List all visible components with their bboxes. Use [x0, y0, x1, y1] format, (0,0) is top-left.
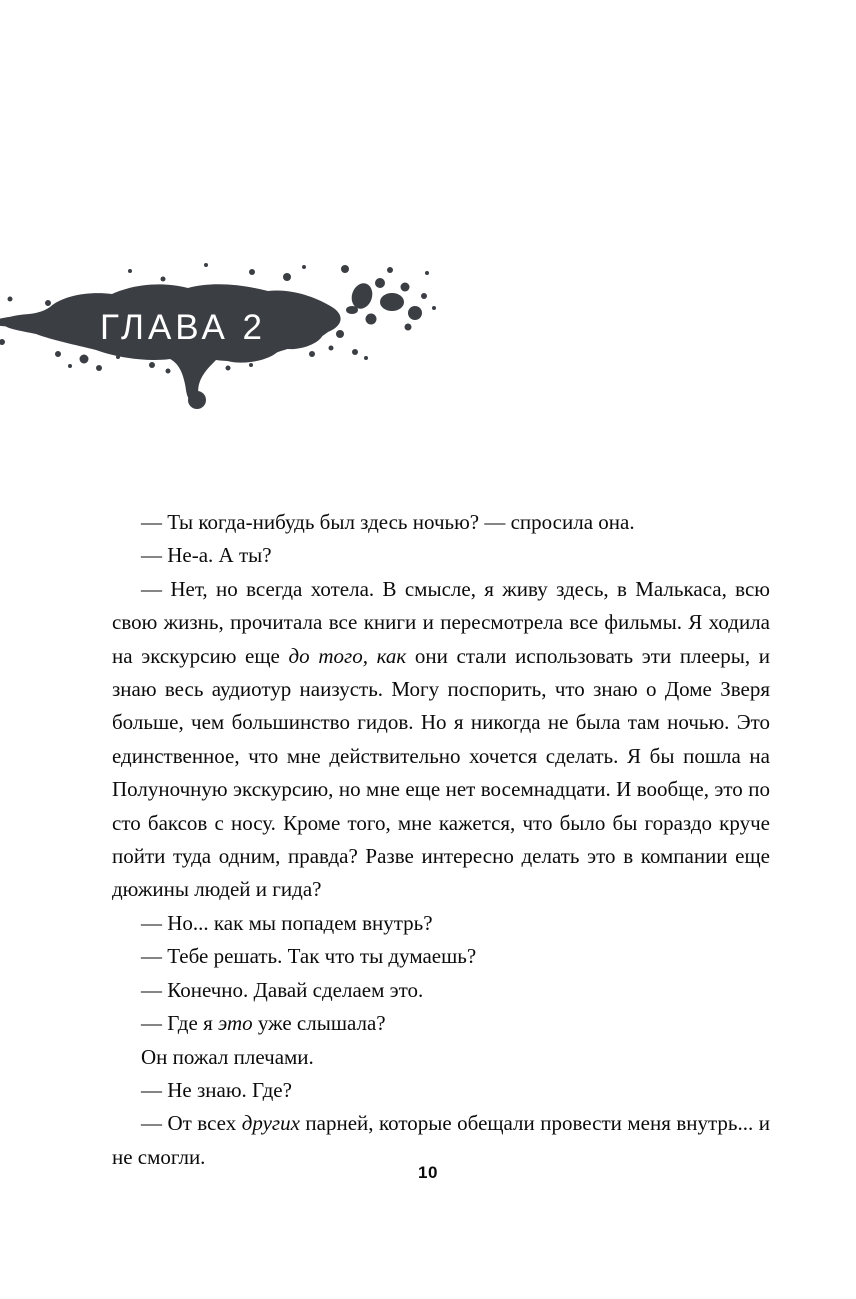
- text-segment: они стали использовать эти плееры, и знаю весь аудиотур наизусть. Могу поспорить, что знаю о Доме Зверя больше, чем большинство гидов. Но я никогда не была там ночью. Это единственное, что мне действительно хочется сделать. Я бы пошла на Полуночную экскурсию, но мне еще нет восемнадцати. И вообще, это по сто баксов с носу. Кроме того, мне кажется, что было бы гораздо круче пойти туда одним, правда? Разве интересно делать это в компании еще дюжины людей и гида?: [112, 643, 770, 902]
- paragraph: [112, 1074, 770, 1107]
- paragraph: [112, 907, 770, 940]
- text-segment: парней, которые обещали провести меня внутрь... и не смогли.: [112, 1111, 770, 1169]
- text-segment: — Не знаю. Где?: [141, 1077, 292, 1102]
- text-segment: уже слышала?: [252, 1011, 386, 1036]
- paragraph: [112, 974, 770, 1007]
- text-segment: — Где я: [141, 1011, 218, 1036]
- text-segment: — Нет, но всегда хотела. В смысле, я живу здесь, в Малькаса, всю свою жизнь, прочитала все книги и пересмотрела все фильмы. Я ходила на экскурсию еще: [112, 576, 770, 668]
- italic-text-segment: других: [241, 1111, 300, 1136]
- text-segment: — Конечно. Давай сделаем это.: [141, 977, 424, 1002]
- text-segment: — От всех: [141, 1111, 242, 1136]
- italic-text-segment: это: [217, 1011, 253, 1036]
- page-number: 10: [418, 1163, 438, 1182]
- paragraph: [112, 1041, 770, 1074]
- italic-text-segment: до того, как: [288, 643, 407, 668]
- paragraph: [112, 1007, 770, 1040]
- text-segment: — Тебе решать. Так что ты думаешь?: [141, 944, 477, 969]
- text-segment: Он пожал плечами.: [141, 1044, 314, 1069]
- text-segment: — Не-а. А ты?: [141, 543, 272, 568]
- paragraph: [112, 573, 770, 907]
- paragraph: [112, 506, 770, 539]
- chapter-title: ГЛАВА 2: [99, 308, 267, 347]
- text-segment: — Но... как мы попадем внутрь?: [141, 910, 433, 935]
- paragraph: [112, 940, 770, 973]
- paragraph: [112, 539, 770, 572]
- text-body: [112, 506, 770, 1174]
- text-segment: — Ты когда-нибудь был здесь ночью? — спросила она.: [141, 510, 635, 534]
